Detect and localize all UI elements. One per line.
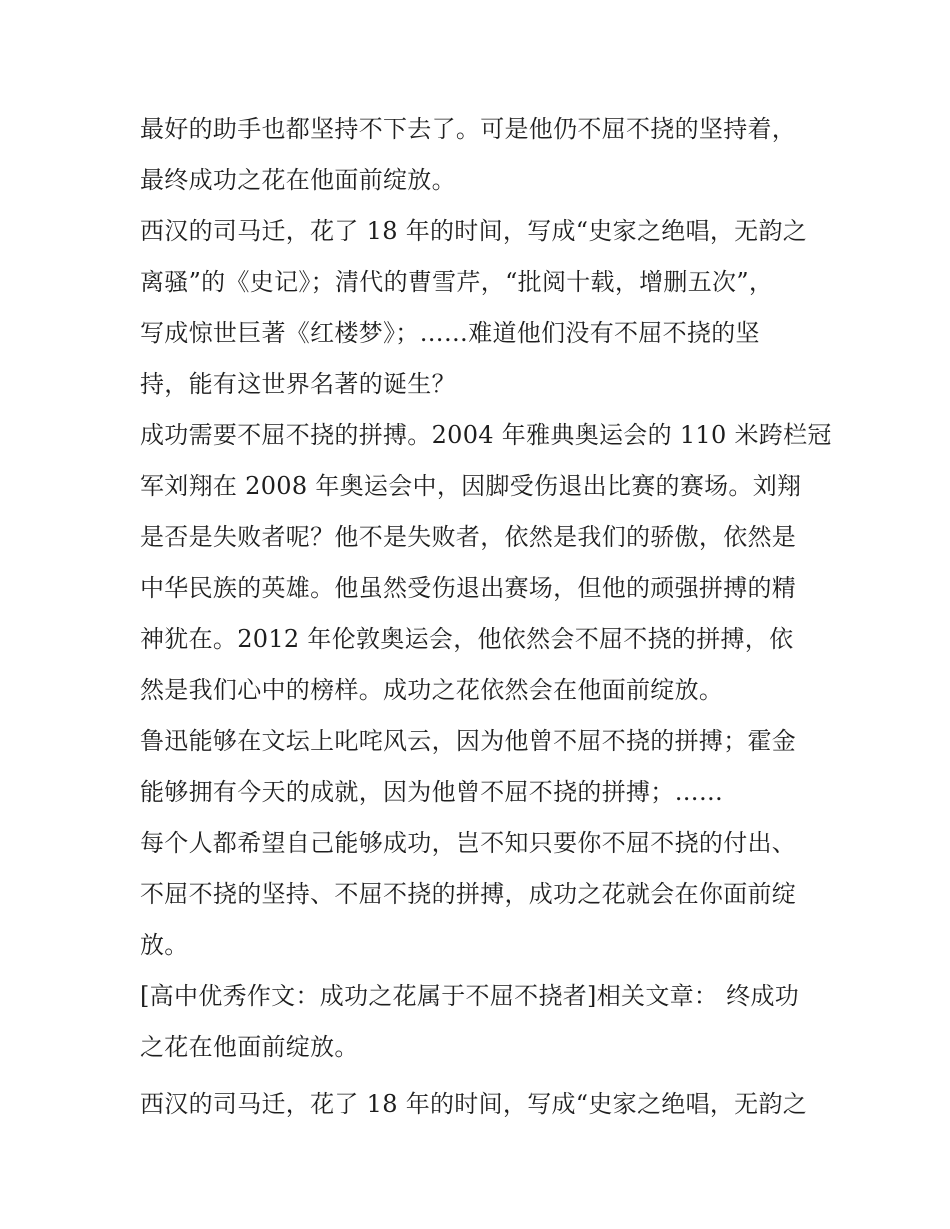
text-line: 鲁迅能够在文坛上叱咤风云，因为他曾不屈不挠的拼搏；霍金 (140, 727, 797, 755)
text-line: 最好的助手也都坚持不下去了。可是他仍不屈不挠的坚持着， (140, 115, 797, 143)
text-line: 每个人都希望自己能够成功，岂不知只要你不屈不挠的付出、 (140, 829, 797, 857)
text-line: 成功需要不屈不挠的拼搏。2004 年雅典奥运会的 110 米跨栏冠 (140, 421, 832, 449)
essay-body (140, 104, 832, 1130)
text-line: 放。 (140, 931, 189, 959)
text-line: 军刘翔在 2008 年奥运会中，因脚受伤退出比赛的赛场。刘翔 (140, 472, 802, 500)
text-line: 离骚”的《史记》；清代的曹雪芹，“批阅十载，增删五次”， (140, 268, 774, 296)
text-line: 神犹在。2012 年伦敦奥运会，他依然会不屈不挠的拼搏，依 (140, 625, 794, 653)
text-line: 能够拥有今天的成就，因为他曾不屈不挠的拼搏；…… (140, 778, 724, 806)
text-line: 持，能有这世界名著的诞生？ (140, 370, 456, 398)
text-line: 不屈不挠的坚持、不屈不挠的拼搏，成功之花就会在你面前绽 (140, 880, 797, 908)
text-line: 然是我们心中的榜样。成功之花依然会在他面前绽放。 (140, 676, 724, 704)
text-line: 最终成功之花在他面前绽放。 (140, 166, 456, 194)
text-line: [高中优秀作文：成功之花属于不屈不挠者]相关文章： 终成功 (140, 982, 800, 1010)
text-line: 西汉的司马迁，花了 18 年的时间，写成“史家之绝唱，无韵之 (140, 1090, 808, 1118)
text-line: 写成惊世巨著《红楼梦》；……难道他们没有不屈不挠的坚 (140, 319, 760, 347)
text-line: 是否是失败者呢？他不是失败者，依然是我们的骄傲，依然是 (140, 523, 797, 551)
text-line: 之花在他面前绽放。 (140, 1033, 359, 1061)
text-line: 中华民族的英雄。他虽然受伤退出赛场，但他的顽强拼搏的精 (140, 574, 797, 602)
text-line: 西汉的司马迁，花了 18 年的时间，写成“史家之绝唱，无韵之 (140, 217, 808, 245)
